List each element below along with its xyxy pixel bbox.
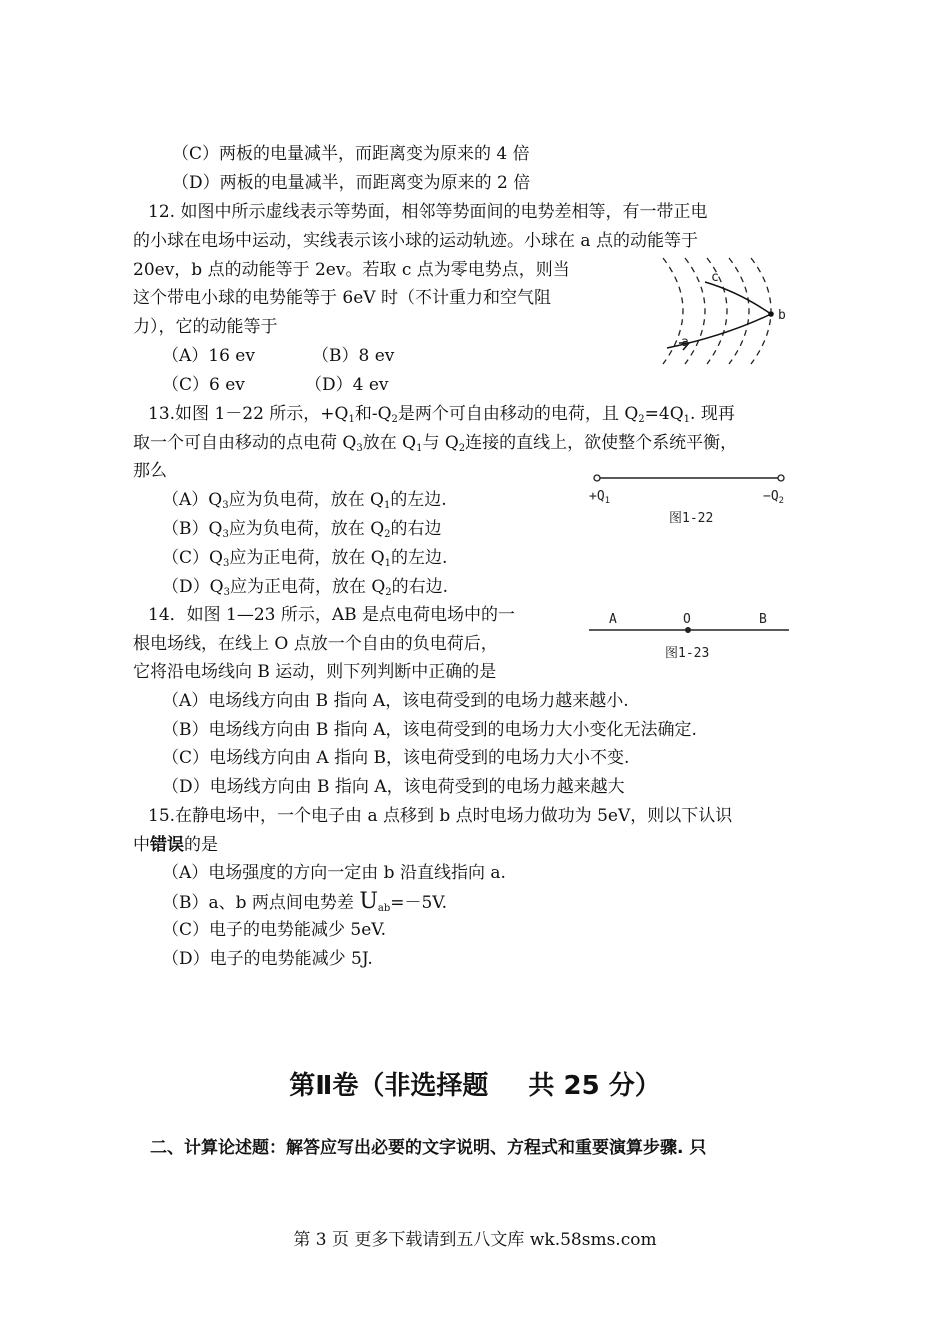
q11-option-c: （C）两板的电量减半，而距离变为原来的 4 倍 xyxy=(172,144,530,164)
q15-option-c: （C）电子的电势能减少 5eV. xyxy=(162,920,386,940)
point-o-marker xyxy=(685,627,691,633)
point-a-label: a xyxy=(681,335,689,350)
q13-option-b: $(B)Q_3$应为负电荷，放在 $Q_2$的右边 xyxy=(162,519,442,540)
point-b-marker xyxy=(768,311,774,317)
q13-text-line1: 13.如图 1－22 所示，$+Q_1$和$-Q_2$是两个可自由移动的电荷，且 $Q_2=4Q_1$. 现再 xyxy=(148,404,735,425)
q12-text-line1: 12. 如图中所示虚线表示等势面，相邻等势面间的电势差相等，有一带正电 xyxy=(148,202,708,222)
q11-option-d: （D）两板的电量减半，而距离变为原来的 2 倍 xyxy=(172,173,531,193)
q13-option-d: $(D)Q_3$应为正电荷，放在 $Q_2$的右边. xyxy=(162,577,449,598)
q12-option-c: （C）6 ev xyxy=(162,375,245,395)
point-c-label: c xyxy=(711,270,719,285)
equipotential-figure xyxy=(655,252,805,372)
q14-option-c: （C）电场线方向由 A 指向 B，该电荷受到的电场力大小不变. xyxy=(162,748,630,768)
page-footer: 第 3 页 更多下载请到五八文库 wk.58sms.com xyxy=(293,1230,657,1250)
q12-text-line5: 力），它的动能等于 xyxy=(133,317,278,337)
point-a-label: A xyxy=(609,612,617,627)
figure-1-23 xyxy=(585,605,795,667)
q12-option-a: （A）16 ev xyxy=(162,346,255,366)
q12-text-line3: 20ev，b 点的动能等于 2ev。若取 c 点为零电势点，则当 xyxy=(133,260,570,280)
charge-q1-marker xyxy=(594,475,600,481)
section-2-instruction: 二、计算论述题：解答应写出必要的文字说明、方程式和重要演算步骤. 只 xyxy=(150,1138,707,1158)
q12-text-line4: 这个带电小球的电势能等于 6eV 时（不计重力和空气阻 xyxy=(133,288,551,308)
emphasis-wrong: 错误 xyxy=(150,835,184,855)
charge-q1-label: $+Q_1$ xyxy=(589,489,611,506)
q15-option-d: （D）电子的电势能减少 5J. xyxy=(162,949,373,969)
q14-text-line1: 14．如图 1—23 所示，AB 是点电荷电场中的一 xyxy=(148,605,516,625)
figure-1-23-caption: 图1-23 xyxy=(665,646,710,661)
q15-text-line1: 15.在静电场中，一个电子由 a 点移到 b 点时电场力做功为 5eV，则以下认识 xyxy=(148,806,733,826)
q13-option-a: $(A)Q_3$应为负电荷，放在 $Q_1$的左边. xyxy=(162,490,447,511)
charge-q2-label: $-Q_2$ xyxy=(763,489,785,506)
q13-option-c: $(C)Q_3$应为正电荷，放在 $Q_1$的左边. xyxy=(162,548,448,569)
point-o-label: O xyxy=(683,612,691,627)
q12-option-b: （B）8 ev xyxy=(312,346,395,366)
point-b-label: b xyxy=(778,308,786,323)
figure-1-22-caption: 图1-22 xyxy=(669,511,714,526)
q13-text-line3: 那么 xyxy=(133,461,167,481)
q15-option-b: （B）a、b 两点间电势差 $U_{ab}=-5V$. xyxy=(162,889,448,914)
section-2-title: 第Ⅱ卷（非选择题 共 25 分） xyxy=(289,1071,661,1101)
charge-q2-marker xyxy=(778,475,784,481)
q14-option-d: （D）电场线方向由 B 指向 A，该电荷受到的电场力越来越大 xyxy=(162,777,625,797)
q15-option-a: （A）电场强度的方向一定由 b 沿直线指向 a. xyxy=(162,863,506,883)
q15-text-line2: 中错误的是 xyxy=(133,835,218,855)
q14-text-line2: 根电场线，在线上 O 点放一个自由的负电荷后， xyxy=(133,634,498,654)
q12-text-line2: 的小球在电场中运动，实线表示该小球的运动轨迹。小球在 a 点的动能等于 xyxy=(133,231,698,251)
point-b-label: B xyxy=(759,612,767,627)
q14-option-b: （B）电场线方向由 B 指向 A，该电荷受到的电场力大小变化无法确定. xyxy=(162,720,697,740)
figure-1-22 xyxy=(585,468,805,536)
q14-text-line3: 它将沿电场线向 B 运动，则下列判断中正确的是 xyxy=(133,662,497,682)
q12-option-d: （D）4 ev xyxy=(305,375,389,395)
trajectory-upper xyxy=(705,282,771,314)
q13-text-line2: 取一个可自由移动的点电荷 $Q_3$放在 $Q_1$与 $Q_2$连接的直线上，欲使整个系统平衡， xyxy=(133,433,738,454)
q14-option-a: （A）电场线方向由 B 指向 A，该电荷受到的电场力越来越小. xyxy=(162,691,629,711)
